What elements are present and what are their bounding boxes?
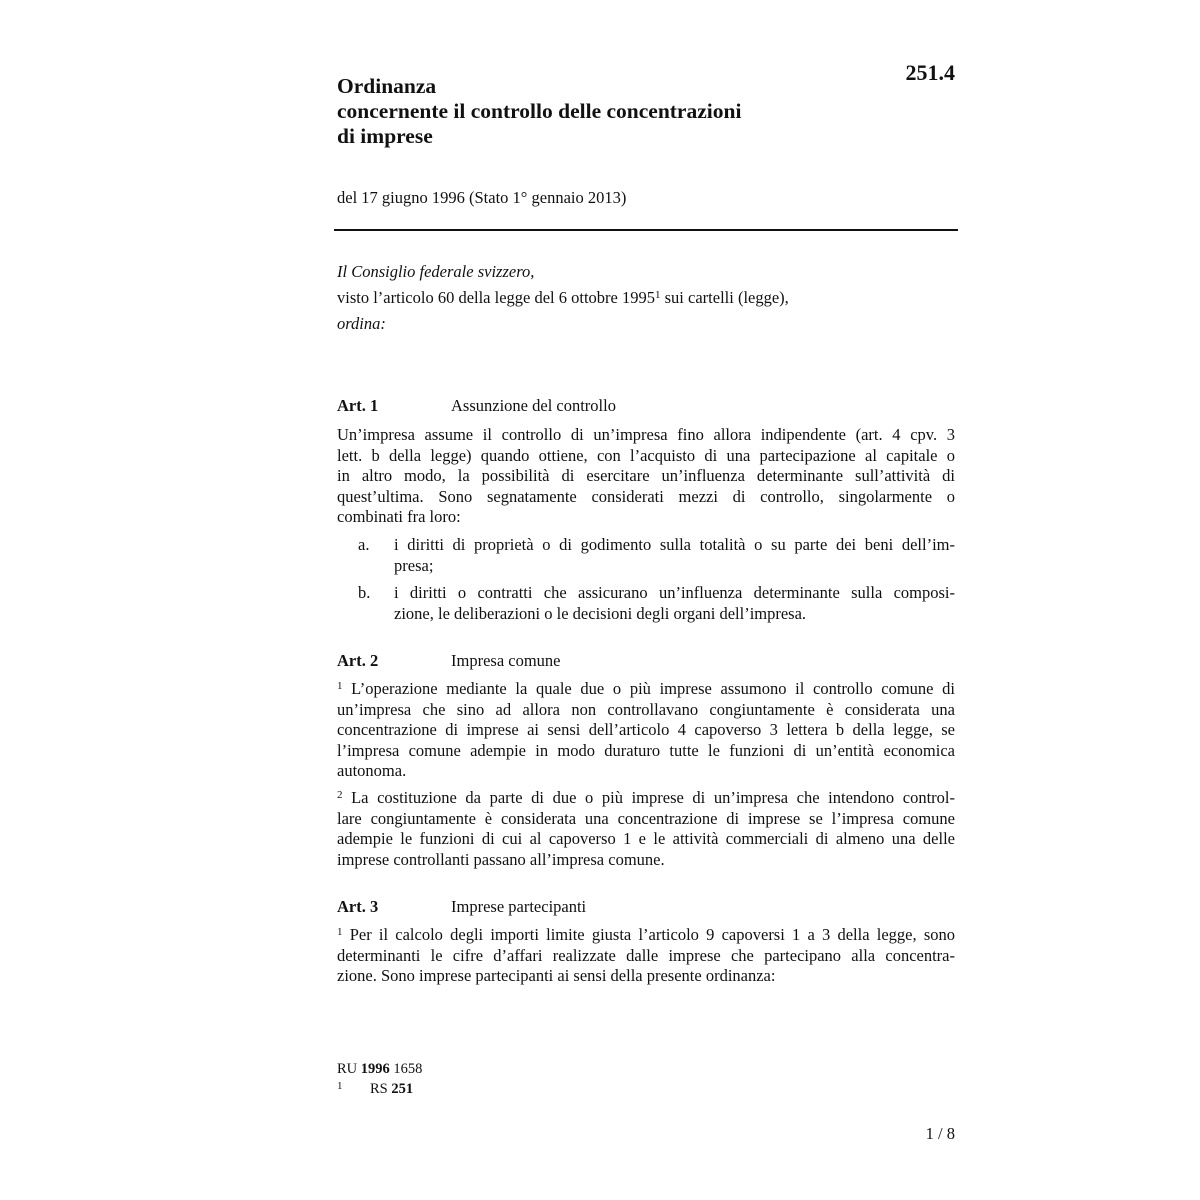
article-title: Impresa comune [451, 651, 561, 670]
footnote-1: 1 RS 251 [337, 1080, 414, 1097]
article-heading [337, 651, 561, 671]
document-page: 251.4 Ordinanza concernente il controllo delle concentrazioni di imprese del 17 giugno 1996 (Stato 1° gennaio 2013) Il Consiglio federale svizzero, visto l’articolo 60 della legge del 6 ottobre 1995$^1$ sui cartelli (legge), ordina: Art. 1 Assunzione del controllo Un’impresa assume il controllo di un’impresa fino allora indipendente (art. 4 cpv. 3 lett. b della legge) quando ottiene, con l’acquisto di una partecipazione al capitale o in altro modo, la possibilità di esercitare un’influenza determinante sull’attività di quest’ultima. Sono segnatamente considerati mezzi di controllo, singolarmente o combinati fra loro: a. i diritti di proprietà o di godimento sulla totalità o su parte dei beni dell’im- presa; b. i diritti o contratti che assicurano un’influenza determinante sulla composi- zione, le deliberazioni o le decisioni degli organi dell’impresa. Art. 2 Impresa comune $^1$ L’operazione mediante la quale due o più imprese assumono il controllo comune di un’impresa che sino ad allora non controllavano congiuntamente è considerata una concentrazione di imprese ai sensi dell’articolo 4 capoverso 3 lettera b della legge, se l’impresa comune adempie in modo duraturo tutte le funzioni di un’entità economica autonoma. $^2$ La costituzione da parte di due o più imprese di un’impresa che intendono control- lare congiuntamente è considerata una concentrazione di imprese se l’impresa comune adempie le funzioni di cui al capoverso 1 e le attività commerciali di almeno una delle imprese controllanti passano all’impresa comune. Art. 3 Imprese partecipanti $^1$ Per il calcolo degli importi limite giusta l’articolo 9 capoversi 1 a 3 della legge, sono determinanti le cifre d’affari realizzate dalle imprese che partecipano alla concentra- zione. Sono imprese partecipanti ai sensi della presente ordinanza: RU 1996 1658 1 RS 251 1 / 8 [0, 0, 1200, 1200]
preamble [337, 259, 957, 337]
article-paragraph: $^1$ L’operazione mediante la quale due o più imprese assumono il controllo comune di un’impresa che sino ad allora non controllavano congiuntamente è considerata una concentrazione di imprese ai sensi dell’articolo 4 capoverso 3 lettera b della legge, se l’impresa comune adempie in modo duraturo tutte le funzioni di un’entità economica autonoma. [337, 679, 955, 780]
paragraph-number: 2 [337, 789, 343, 801]
footnote-ru: RU 1996 1658 [337, 1061, 423, 1077]
document-title [337, 74, 857, 149]
paragraph-number: 1 [337, 926, 343, 938]
list-letter: a. [358, 535, 370, 554]
article-heading [337, 396, 616, 416]
article-title: Assunzione del controllo [451, 396, 616, 415]
title-line: Ordinanza [337, 74, 437, 98]
sr-number: 251.4 [905, 60, 955, 85]
footnotes [337, 1059, 422, 1099]
footnote-ref: 1 [655, 289, 661, 301]
article-number: Art. 1 [337, 396, 379, 415]
article-title: Imprese partecipanti [451, 897, 587, 916]
article-heading [337, 897, 586, 917]
date-line: del 17 giugno 1996 (Stato 1° gennaio 2013) [337, 188, 627, 207]
list-letter: b. [358, 583, 371, 602]
article-paragraph: $^2$ La costituzione da parte di due o più imprese di un’impresa che intendono control- lare congiuntamente è considerata una concentrazione di imprese se l’impresa comune adempie le funzioni di cui al capoverso 1 e le attività commerciali di almeno una delle imprese controllanti passano all’impresa comune. [337, 788, 955, 869]
page-number: 1 / 8 [925, 1124, 955, 1143]
article-number: Art. 2 [337, 651, 379, 670]
paragraph-number: 1 [337, 680, 343, 692]
article-paragraph: Un’impresa assume il controllo di un’impresa fino allora indipendente (art. 4 cpv. 3 lett. b della legge) quando ottiene, con l’acquisto di una partecipazione al capitale o in altro modo, la possibilità di esercitare un’influenza determinante sull’attività di quest’ultima. Sono segnatamente considerati mezzi di controllo, singolarmente o combinati fra loro: [337, 425, 955, 526]
preamble-ordina: ordina: [337, 314, 386, 333]
preamble-authority: Il Consiglio federale svizzero, [337, 262, 535, 281]
preamble-basis: visto l’articolo 60 della legge del 6 ottobre 1995$^1$ sui cartelli (legge), [337, 288, 789, 307]
title-line: concernente il controllo delle concentrazioni [337, 99, 742, 123]
title-line: di imprese [337, 124, 433, 148]
header-divider [334, 229, 958, 231]
article-paragraph: $^1$ Per il calcolo degli importi limite giusta l’articolo 9 capoversi 1 a 3 della legge, sono determinanti le cifre d’affari realizzate dalle imprese che partecipano alla concentra- zione. Sono imprese partecipanti ai sensi della presente ordinanza: [337, 925, 955, 985]
article-number: Art. 3 [337, 897, 379, 916]
